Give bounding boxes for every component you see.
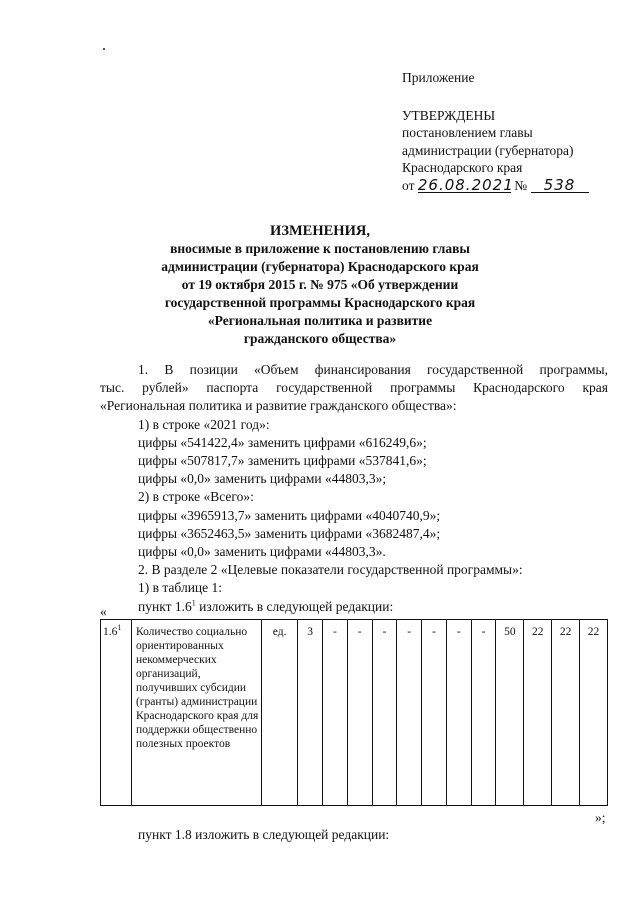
value-cell: 22	[580, 620, 608, 806]
point-instruction	[100, 598, 608, 616]
heading-line-6: гражданского общества»	[243, 331, 397, 346]
table-row	[101, 620, 608, 806]
value-cell: -	[347, 620, 372, 806]
handwritten-date: 26.08.2021	[417, 175, 514, 194]
document-heading	[0, 222, 640, 348]
value-cell: 22	[524, 620, 552, 806]
heading-line-1: вносимые в приложение к постановлению главы	[170, 241, 470, 256]
value-cell: 22	[552, 620, 580, 806]
approved-label: УТВЕРЖДЕНЫ	[402, 107, 496, 123]
heading-line-3: от 19 октября 2015 г. № 975 «Об утверждении	[181, 277, 459, 292]
handwritten-number: 538	[531, 178, 589, 193]
item1-change-b: цифры «507817,7» заменить цифрами «537841,6»;	[138, 453, 427, 469]
item1-change-c: цифры «0,0» заменить цифрами «44803,3»;	[138, 471, 387, 487]
point-prefix: пункт 1.6	[138, 598, 192, 614]
heading-line-5: «Региональная политика и развитие	[207, 313, 433, 328]
value-cell: 50	[496, 620, 524, 806]
para1-line-2: тыс. рублей» паспорта государственной программы Краснодарского края	[100, 380, 608, 396]
approval-block	[402, 69, 589, 194]
scan-speck	[103, 48, 105, 50]
heading-line-2: администрации (губернатора) Краснодарского края	[161, 259, 479, 274]
indicator-name-cell: Количество социально ориентированных некоммерческих организаций, получивших субсидии (гранты) администрации Краснодарского края для поддержки общественно полезных проектов	[131, 620, 261, 806]
para1-line-1: 1. В позиции «Объем финансирования государственной программы,	[138, 362, 608, 377]
item2-change-c: цифры «0,0» заменить цифрами «44803,3».	[138, 544, 386, 560]
item1-change-a: цифры «541422,4» заменить цифрами «616249,6»;	[138, 434, 427, 450]
para2: 2. В разделе 2 «Целевые показатели государственной программы»:	[138, 562, 523, 578]
item2-heading: 2) в строке «Всего»:	[138, 489, 254, 505]
row-number-cell	[101, 620, 132, 806]
indicator-table	[100, 619, 608, 806]
value-cell: -	[372, 620, 397, 806]
row-number-superscript: 1	[117, 623, 122, 633]
para1-line-3: «Региональная политика и развитие гражданского общества»:	[100, 398, 457, 414]
document-body	[100, 361, 608, 616]
item2-change-b: цифры «3652463,5» заменить цифрами «3682487,4»;	[138, 525, 441, 541]
unit-cell: ед.	[262, 620, 298, 806]
approval-date-row	[402, 177, 589, 195]
value-cell: 3	[298, 620, 323, 806]
value-cell: -	[471, 620, 496, 806]
value-cell: -	[322, 620, 347, 806]
value-cell: -	[422, 620, 447, 806]
value-cell: -	[397, 620, 422, 806]
approval-line-2: администрации (губернатора)	[402, 142, 574, 158]
heading-title: ИЗМЕНЕНИЯ,	[270, 223, 370, 239]
row-number: 1.6	[103, 626, 118, 638]
heading-line-4: государственной программы Краснодарского края	[164, 295, 476, 310]
item1-heading: 1) в строке «2021 год»:	[138, 416, 270, 432]
opening-quote: «	[100, 604, 107, 619]
approval-line-1: постановлением главы	[402, 125, 533, 140]
para2-item: 1) в таблице 1:	[138, 580, 223, 596]
number-prefix: №	[514, 177, 528, 193]
point-superscript: 1	[191, 598, 196, 608]
appendix-label: Приложение	[402, 70, 475, 85]
point-suffix: изложить в следующей редакции:	[195, 598, 394, 614]
item2-change-a: цифры «3965913,7» заменить цифрами «4040740,9»;	[138, 507, 441, 523]
value-cell: -	[446, 620, 471, 806]
approval-line-3: Краснодарского края	[402, 160, 523, 175]
date-prefix: от	[402, 177, 415, 193]
closing-quote: »;	[595, 810, 606, 825]
point-1-8-instruction: пункт 1.8 изложить в следующей редакции:	[138, 827, 390, 842]
